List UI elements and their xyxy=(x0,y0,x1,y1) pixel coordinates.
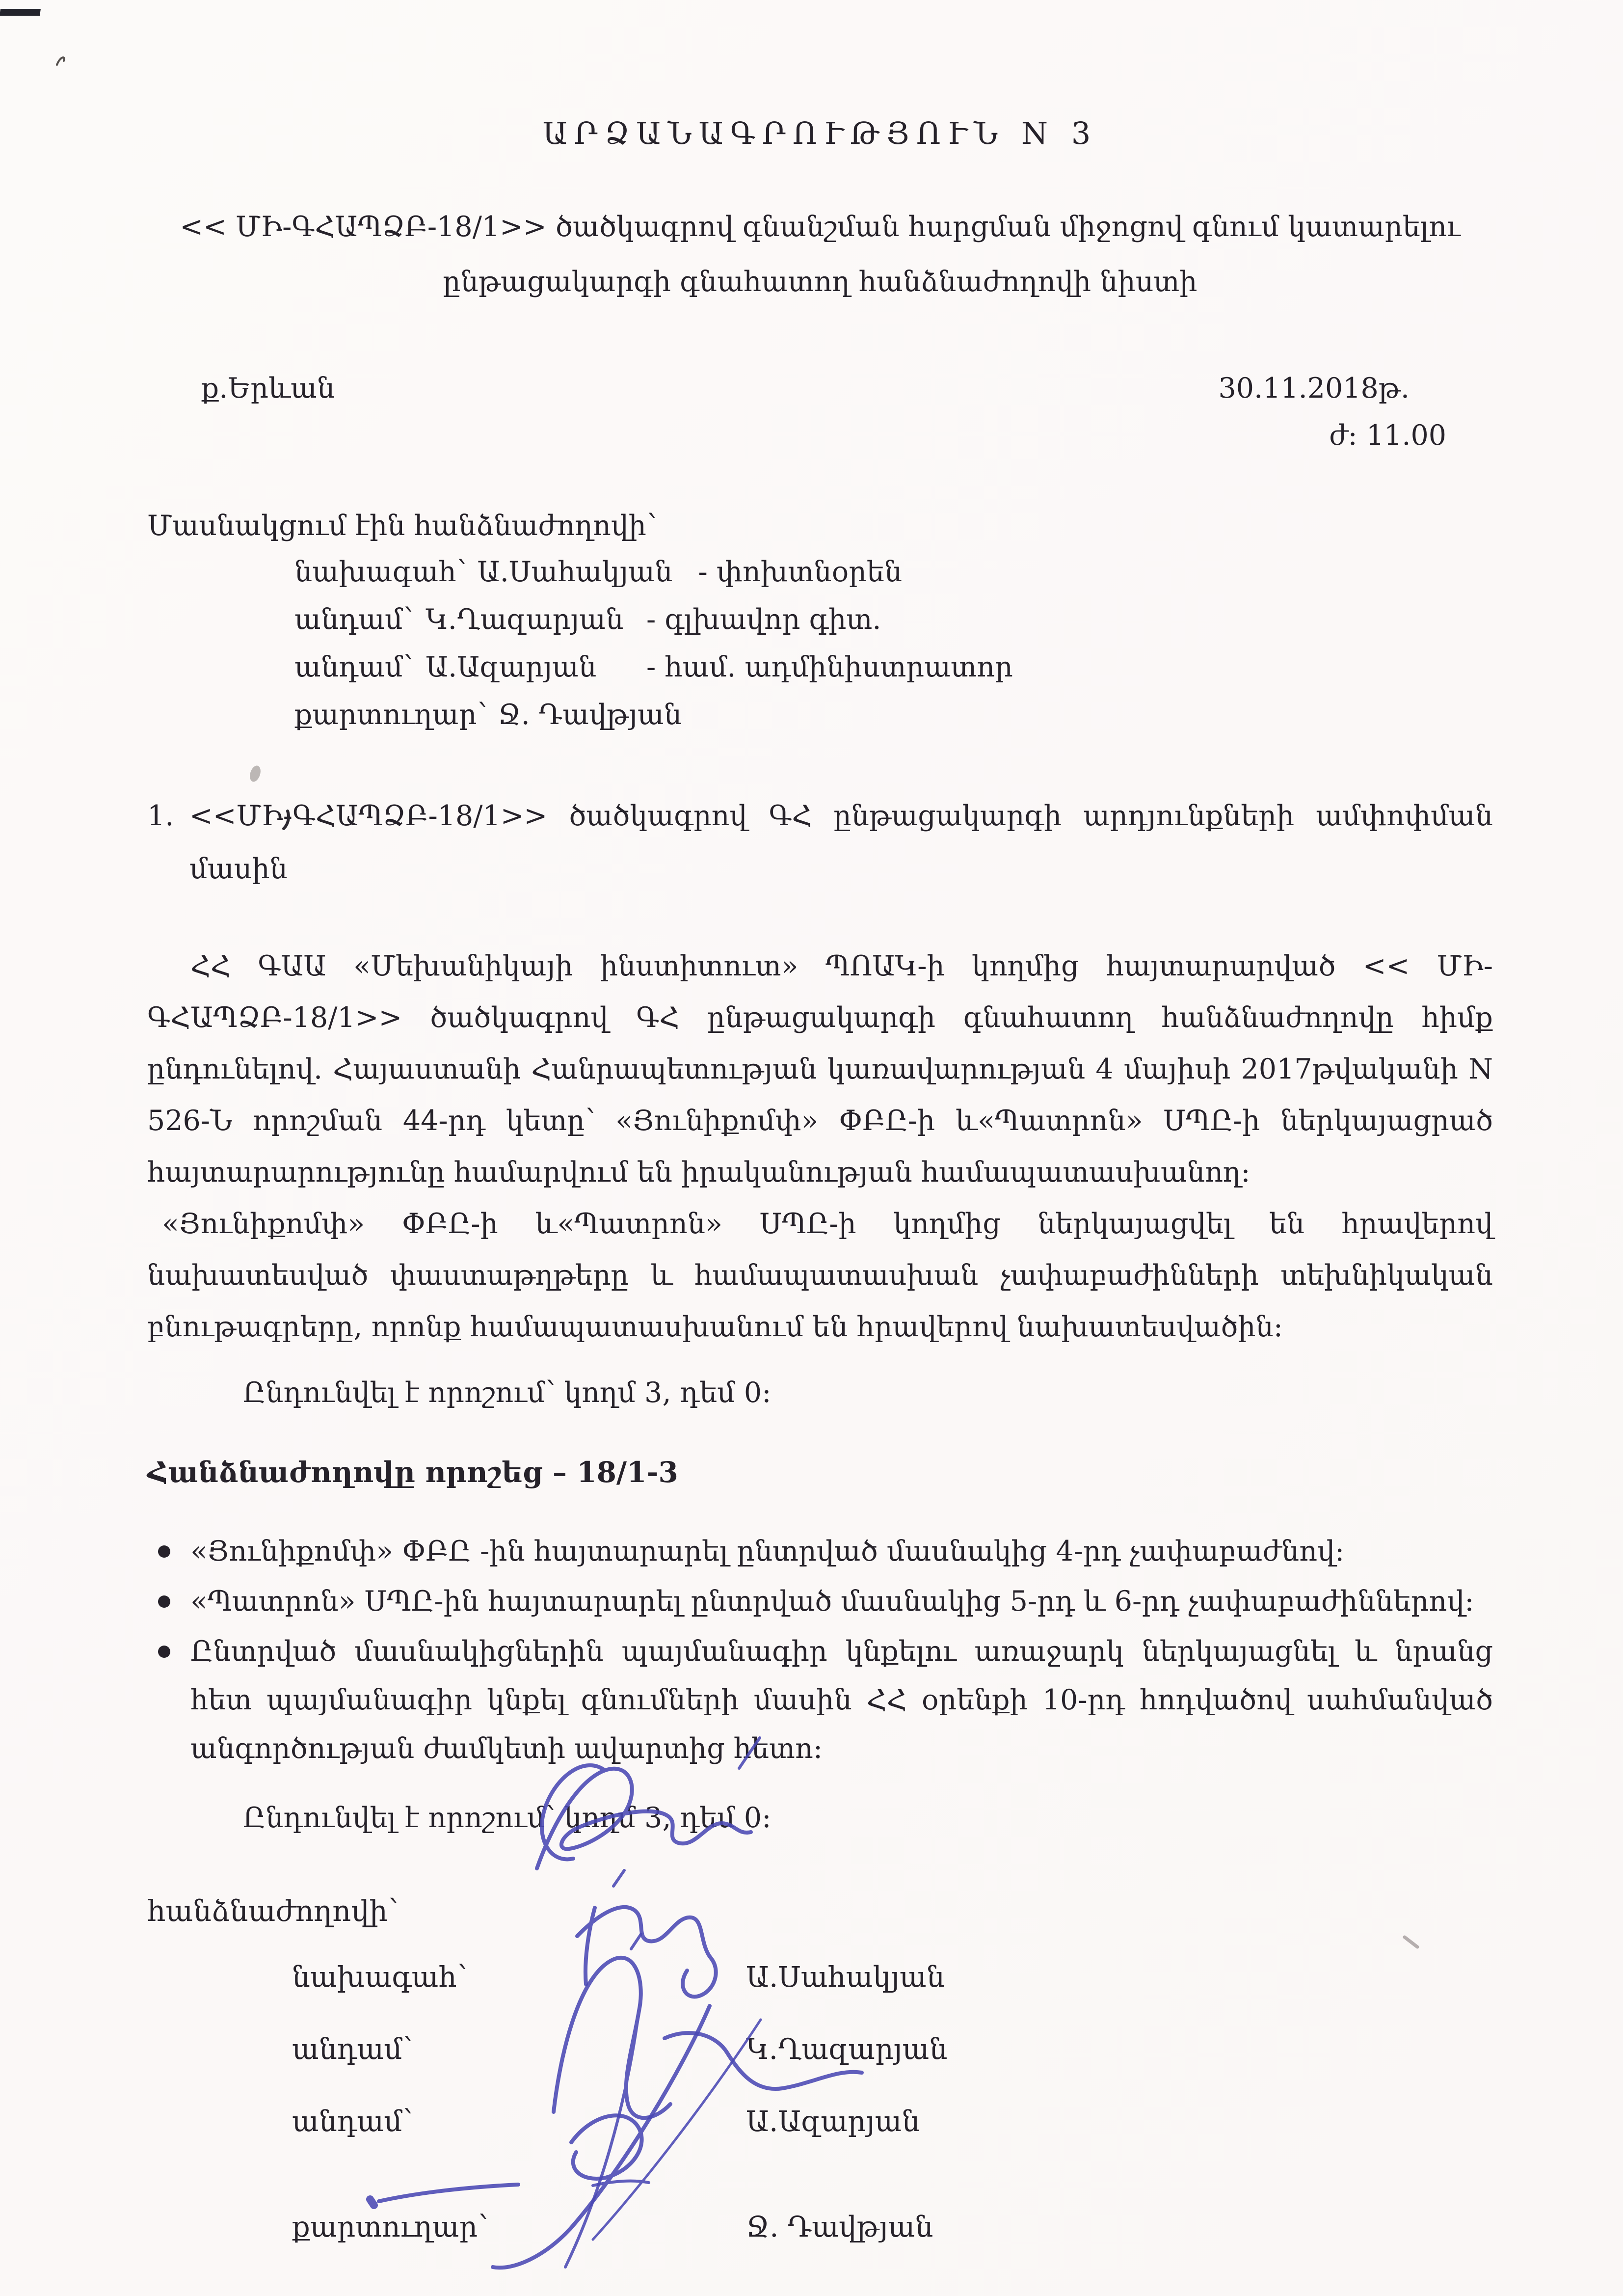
signature-row xyxy=(147,2210,1493,2282)
participant-role: անդամ՝ xyxy=(294,603,413,636)
signatory-role: քարտուղար՝ xyxy=(292,2210,488,2243)
participant-name: Կ.Ղազարյան xyxy=(426,603,624,636)
signature-row xyxy=(147,2032,1493,2105)
signatory-role: նախագահ՝ xyxy=(292,1960,467,1994)
signatory-name: Կ.Ղազարյան xyxy=(746,2032,948,2066)
date-label: 30.11.2018թ. xyxy=(1218,372,1410,405)
subtitle-line-2: ընթացակարգի գնահատող հանձնաժողովի նիստի xyxy=(443,266,1197,298)
participant-note: - գլխավոր գիտ. xyxy=(646,603,881,636)
time-label: ժ: 11.00 xyxy=(1329,419,1446,452)
participant-role: քարտուղար՝ xyxy=(294,699,487,731)
agenda-item xyxy=(147,789,1493,895)
participants-heading: Մասնակցում էին հանձնաժողովի՝ xyxy=(147,510,657,542)
participant-name: Ա.Սահակյան xyxy=(477,556,673,588)
resolution-bullet: Ընտրված մասնակիցներին պայմանագիր կնքելու առաջարկ ներկայացնել և նրանց հետ պայմանագիր կնքել գնումների մասին ՀՀ օրենքի 10-րդ հոդվածով սահմանված անգործության ժամկետի ավարտից հետո: xyxy=(190,1627,1493,1773)
decision-line-1: Ընդունվել է որոշում՝ կողմ 3, դեմ 0: xyxy=(243,1377,772,1409)
participant-row xyxy=(294,556,1493,603)
signature-row xyxy=(147,1960,1493,2032)
subtitle-line-1: << ՄԻ-ԳՀԱՊՁԲ-18/1>> ծածկագրով գնանշման հարցման միջոցով գնում կատարելու xyxy=(180,211,1461,243)
place-label: ք.Երևան xyxy=(201,372,335,405)
resolution-bullet: «Պատրոն» ՍՊԸ-ին հայտարարել ընտրված մասնակից 5-րդ և 6-րդ չափաբաժիններով: xyxy=(190,1577,1493,1626)
signature-rows xyxy=(147,1960,1493,2282)
document-title: ԱՐՁԱՆԱԳՐՈՒԹՅՈՒՆ N 3 xyxy=(542,115,1098,151)
participant-row xyxy=(294,651,1493,699)
signatory-role: անդամ՝ xyxy=(292,2032,413,2066)
participant-role: անդամ՝ xyxy=(294,651,413,683)
signatory-name: Ջ. Դավթյան xyxy=(746,2210,933,2243)
resolution-bullet-list xyxy=(147,1527,1493,1773)
participant-row xyxy=(294,699,1493,746)
participant-name: Ջ. Դավթյան xyxy=(498,699,682,731)
document-subtitle xyxy=(147,199,1493,309)
agenda-item-text: <<ՄԻ-ԳՀԱՊՁԲ-18/1>> ծածկագրով ԳՀ ընթացակարգի արդյունքների ամփոփման մասին xyxy=(189,800,1493,885)
agenda-item-number: 1. xyxy=(147,800,174,832)
signatory-name: Ա.Սահակյան xyxy=(746,1960,945,1994)
participant-role: նախագահ՝ xyxy=(294,556,467,588)
scan-edge-artifact xyxy=(0,9,41,16)
signature-row xyxy=(147,2105,1493,2177)
participant-row xyxy=(294,603,1493,651)
decision-line-2: Ընդունվել է որոշում՝ կողմ 3, դեմ 0: xyxy=(243,1802,772,1834)
body-paragraph-1: ՀՀ ԳԱԱ «Մեխանիկայի ինստիտուտ» ՊՈԱԿ-ի կողմից հայտարարված << ՄԻ-ԳՀԱՊՁԲ-18/1>> ծածկագրով ԳՀ ընթացակարգի գնահատող հանձնաժողովը հիմք ընդունելով. Հայաստանի Հանրապետության կառավարության 4 մայիսի 2017թվականի N 526-Ն որոշման 44-րդ կետը՝ «Յունիքոմփ» ՓԲԸ-ի և«Պատրոն» ՍՊԸ-ի ներկայացրած հայտարարությունը համարվում են իրականության համապատասխանող: xyxy=(147,950,1493,1189)
signature-section-heading: հանձնաժողովի՝ xyxy=(147,1894,399,1928)
signatory-role: անդամ՝ xyxy=(292,2105,413,2138)
body-paragraph-2: «Յունիքոմփ» ՓԲԸ-ի և«Պատրոն» ՍՊԸ-ի կողմից ներկայացվել են հրավերով նախատեսված փաստաթղթերը և համապատասխան չափաբաժինների տեխնիկական բնութագրերը, որոնք համապատասխանում են հրավերով նախատեսվածին: xyxy=(147,1208,1493,1343)
resolution-heading: Հանձնաժողովը որոշեց – 18/1-3 xyxy=(147,1456,678,1489)
resolution-bullet: «Յունիքոմփ» ՓԲԸ -ին հայտարարել ընտրված մասնակից 4-րդ չափաբաժնով: xyxy=(190,1527,1493,1576)
participant-note: - համ. ադմինիստրատոր xyxy=(646,651,1013,683)
participant-name: Ա.Ազարյան xyxy=(426,651,597,683)
participants-section xyxy=(147,510,1493,746)
participant-note: - փոխտնօրեն xyxy=(698,556,903,588)
time-row xyxy=(147,419,1493,452)
signatory-name: Ա.Ազարյան xyxy=(746,2105,920,2138)
place-date-row xyxy=(147,372,1493,405)
